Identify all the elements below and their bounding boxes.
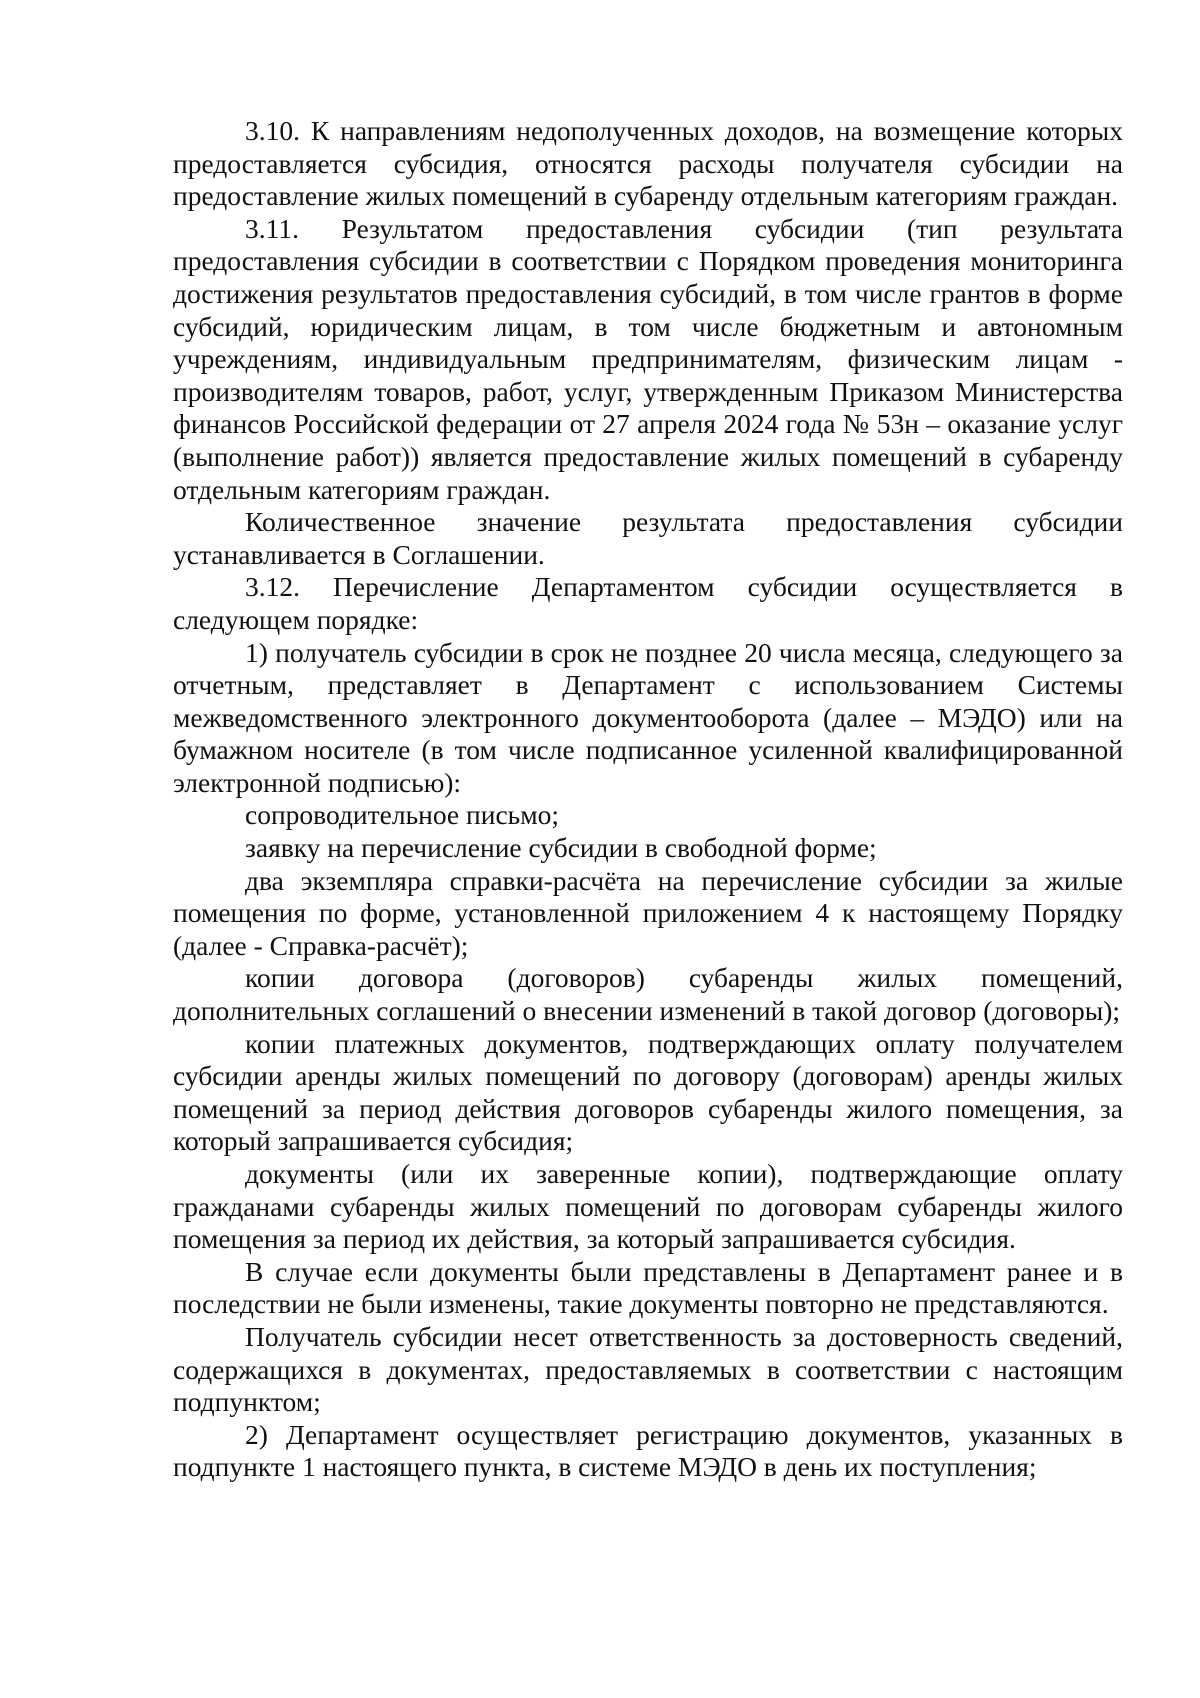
paragraph-documents-previously-submitted: В случае если документы были представлены в Департамент ранее и в последствии не были изменены, такие документы повторно не представляются. <box>173 1255 1123 1320</box>
paragraph-3-12: 3.12. Перечисление Департаментом субсидии осуществляется в следующем порядке: <box>173 571 1123 635</box>
list-item-citizen-payment-documents: документы (или их заверенные копии), подтверждающие оплату гражданами субаренды жилых помещений по договорам субаренды жилого помещения за период их действия, за который запрашивается субсидия. <box>173 1158 1123 1255</box>
list-item-cover-letter: сопроводительное письмо; <box>245 799 559 831</box>
list-item-calculation-certificate: два экземпляра справки-расчёта на перечисление субсидии за жилые помещения по форме, установленной приложением 4 к настоящему Порядку (далее - Справка-расчёт); <box>173 864 1123 961</box>
list-item-sublease-contracts: копии договора (договоров) субаренды жилых помещений, дополнительных соглашений о внесении изменений в такой договор (договоры); <box>173 962 1123 1027</box>
paragraph-subitem-1: 1) получатель субсидии в срок не позднее 20 числа месяца, следующего за отчетным, представляет в Департамент с использованием Системы межведомственного электронного документооборота (далее – МЭДО) или на бумажном носителе (в том числе подписанное усиленной квалифицированной электронной подписью): <box>173 636 1123 798</box>
paragraph-3-11: 3.11. Результатом предоставления субсидии (тип результата предоставления субсидии в соответствии с Порядком проведения мониторинга достижения результатов предоставления субсидий, в том числе грантов в форме субсидий, юридическим лицам, в том числе бюджетным и автономным учреждениям, индивидуальным предпринимателям, физическим лицам - производителям товаров, работ, услуг, утвержденным Приказом Министерства финансов Российской федерации от 27 апреля 2024 года № 53н – оказание услуг (выполнение работ)) является предоставление жилых помещений в субаренду отдельным категориям граждан. <box>173 212 1123 505</box>
list-item-transfer-request: заявку на перечисление субсидии в свободной форме; <box>245 832 877 864</box>
paragraph-3-10: 3.10. К направлениям недополученных доходов, на возмещение которых предоставляется субсидия, относятся расходы получателя субсидии на предоставление жилых помещений в субаренду отдельным категориям граждан. <box>173 115 1123 212</box>
document-body <box>173 115 1123 1484</box>
paragraph-recipient-responsibility: Получатель субсидии несет ответственность за достоверность сведений, содержащихся в документах, предоставляемых в соответствии с настоящим подпунктом; <box>173 1320 1123 1418</box>
paragraph-quantitative-value: Количественное значение результата предоставления субсидии устанавливается в Соглашении. <box>173 506 1123 570</box>
paragraph-subitem-2: 2) Департамент осуществляет регистрацию документов, указанных в подпункте 1 настоящего пункта, в системе МЭДО в день их поступления; <box>173 1418 1123 1483</box>
list-item-payment-documents: копии платежных документов, подтверждающих оплату получателем субсидии аренды жилых помещений по договору (договорам) аренды жилых помещений за период действия договоров субаренды жилого помещения, за который запрашивается субсидия; <box>173 1027 1123 1157</box>
